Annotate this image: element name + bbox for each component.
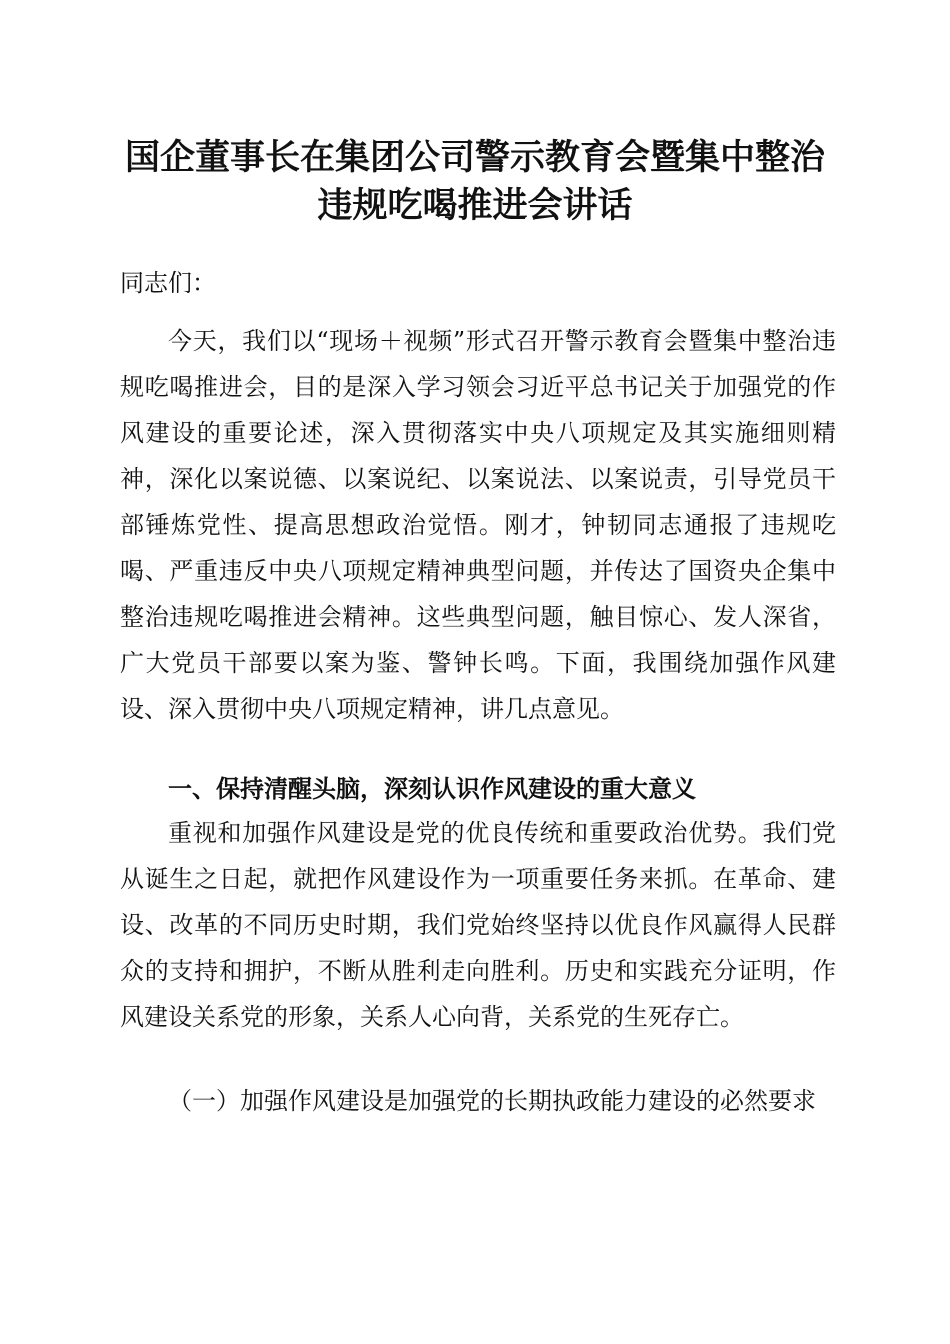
document-title-line-1: 国企董事长在集团公司警示教育会暨集中整治 xyxy=(124,138,825,178)
salutation: 同志们： xyxy=(120,269,216,297)
subsection-heading-1: （一）加强作风建设是加强党的长期执政能力建设的必然要求 xyxy=(168,1087,816,1115)
document-title-line-2: 违规吃喝推进会讲话 xyxy=(317,186,633,226)
paragraph-section-1: 重视和加强作风建设是党的优良传统和重要政治优势。我们党从诞生之日起，就把作风建设作为一项重要任务来抓。在革命、建设、改革的不同历史时期，我们党始终坚持以优良作风赢得人民群众的支持和拥护，不断从胜利走向胜利。历史和实践充分证明，作风建设关系党的形象，关系人心向背，关系党的生死存亡。 xyxy=(120,819,836,1031)
section-heading-1: 一、保持清醒头脑，深刻认识作风建设的重大意义 xyxy=(168,775,696,803)
paragraph-opening: 今天，我们以“现场＋视频”形式召开警示教育会暨集中整治违规吃喝推进会，目的是深入学习领会习近平总书记关于加强党的作风建设的重要论述，深入贯彻落实中央八项规定及其实施细则精神，深化以案说德、以案说纪、以案说法、以案说责，引导党员干部锤炼党性、提高思想政治觉悟。刚才，钟韧同志通报了违规吃喝、严重违反中央八项规定精神典型问题，并传达了国资央企集中整治违规吃喝推进会精神。这些典型问题，触目惊心、发人深省，广大党员干部要以案为鉴、警钟长鸣。下面，我围绕加强作风建设、深入贯彻中央八项规定精神，讲几点意见。 xyxy=(120,327,836,723)
